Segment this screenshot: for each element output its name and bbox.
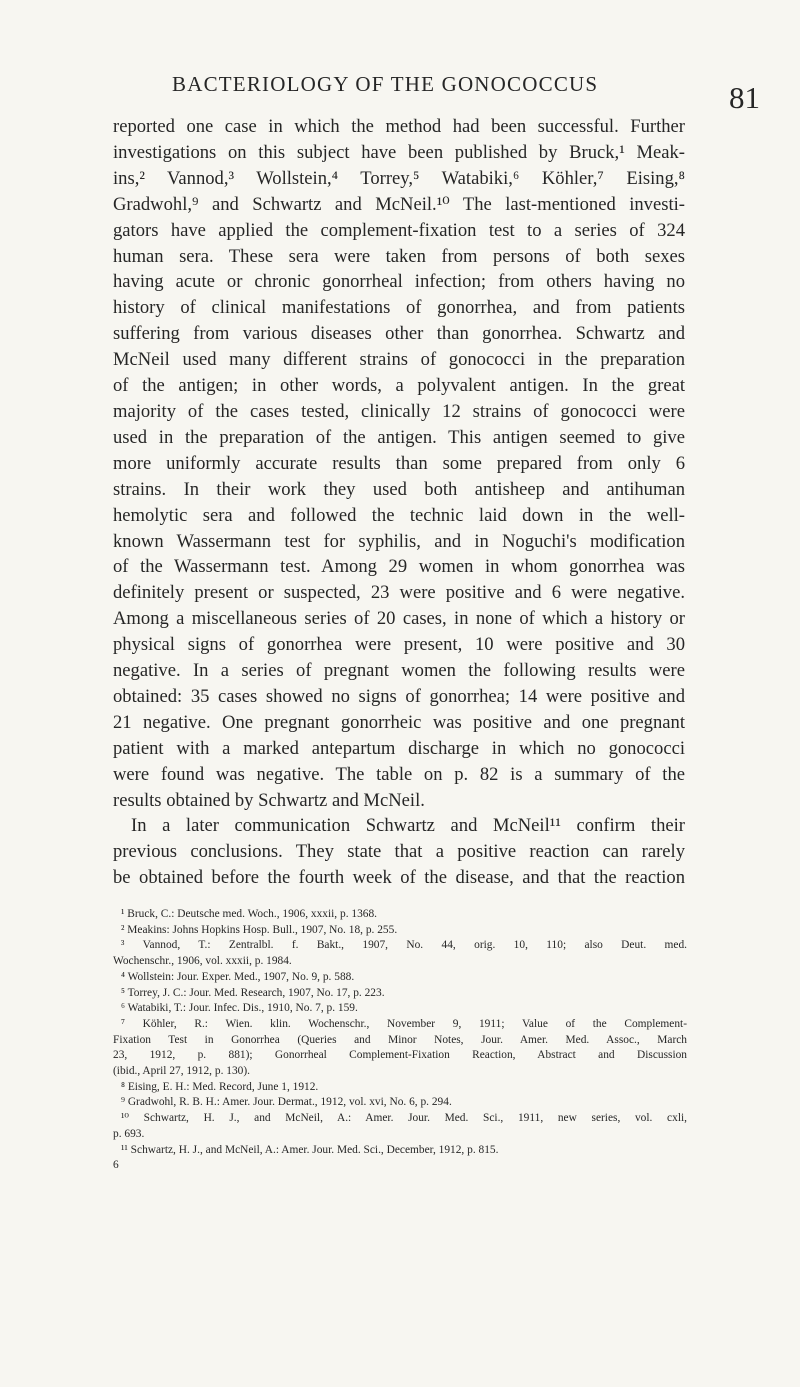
body-text [113, 114, 685, 891]
body-line: physical signs of gonorrhea were present, 10 were positive and 30 [113, 634, 685, 656]
footnote-line: 23, 1912, p. 881); Gonorrheal Complement-Fixation Reaction, Abstract and Discussion [113, 1049, 687, 1062]
footnote-line: ⁵ Torrey, J. C.: Jour. Med. Research, 1907, No. 17, p. 223. [121, 986, 385, 999]
body-line: previous conclusions. They state that a positive reaction can rarely [113, 841, 685, 863]
body-line: Among a miscellaneous series of 20 cases, in none of which a history or [113, 608, 685, 630]
footnote-line: ⁷ Köhler, R.: Wien. klin. Wochenschr., November 9, 1911; Value of the Complement- [121, 1017, 687, 1030]
footnotes [113, 907, 687, 1174]
body-line: strains. In their work they used both antisheep and antihuman [113, 478, 685, 500]
footnote-line: Fixation Test in Gonorrhea (Queries and Minor Notes, Jour. Amer. Med. Assoc., March [113, 1033, 687, 1046]
body-line: be obtained before the fourth week of the disease, and that the reaction [113, 867, 685, 889]
body-line: having acute or chronic gonorrheal infection; from others having no [113, 271, 685, 293]
body-line: patient with a marked antepartum discharge in which no gonococci [113, 737, 685, 759]
running-title: BACTERIOLOGY OF THE GONOCOCCUS [172, 72, 599, 96]
body-line: reported one case in which the method had been successful. Further [113, 116, 685, 137]
body-line: known Wassermann test for syphilis, and in Noguchi's modification [113, 530, 685, 552]
footnote-line: ¹ Bruck, C.: Deutsche med. Woch., 1906, xxxii, p. 1368. [121, 908, 378, 920]
footnote-line: ⁶ Watabiki, T.: Jour. Infec. Dis., 1910, No. 7, p. 159. [121, 1002, 358, 1015]
footnote-line: ² Meakins: Johns Hopkins Hosp. Bull., 1907, No. 18, p. 255. [121, 923, 398, 936]
body-line: negative. In a series of pregnant women the following results were [113, 660, 685, 682]
body-line: of the antigen; in other words, a polyvalent antigen. In the great [113, 375, 685, 397]
body-line: investigations on this subject have been published by Bruck,¹ Meak- [113, 141, 685, 163]
footnote-line: Wochenschr., 1906, vol. xxxii, p. 1984. [113, 955, 292, 968]
body-line: obtained: 35 cases showed no signs of gonorrhea; 14 were positive and [113, 685, 685, 707]
page-number: 81 [729, 80, 760, 115]
body-line: history of clinical manifestations of gonorrhea, and from patients [113, 297, 685, 319]
body-line: In a later communication Schwartz and McNeil¹¹ confirm their [131, 815, 685, 837]
body-line: McNeil used many different strains of gonococci in the preparation [113, 349, 685, 371]
footnote-line: ³ Vannod, T.: Zentralbl. f. Bakt., 1907, No. 44, orig. 10, 110; also Deut. med. [121, 939, 687, 952]
body-line: 21 negative. One pregnant gonorrheic was positive and one pregnant [113, 711, 685, 733]
body-line: were found was negative. The table on p. 82 is a summary of the [113, 763, 685, 785]
body-line: results obtained by Schwartz and McNeil. [113, 789, 425, 811]
body-line: definitely present or suspected, 23 were positive and 6 were negative. [113, 582, 685, 604]
body-line: more uniformly accurate results than some prepared from only 6 [113, 452, 685, 474]
body-line: ins,² Vannod,³ Wollstein,⁴ Torrey,⁵ Watabiki,⁶ Köhler,⁷ Eising,⁸ [113, 167, 685, 189]
body-line: majority of the cases tested, clinically 12 strains of gonococci were [113, 400, 685, 422]
footnote-line: 6 [113, 1159, 119, 1172]
footnote-line: ⁸ Eising, E. H.: Med. Record, June 1, 1912. [121, 1080, 319, 1093]
footnote-line: p. 693. [113, 1127, 145, 1140]
footnote-line: ¹⁰ Schwartz, H. J., and McNeil, A.: Amer. Jour. Med. Sci., 1911, new series, vol. cxli, [121, 1112, 687, 1125]
body-line: human sera. These sera were taken from persons of both sexes [113, 245, 685, 267]
body-line: hemolytic sera and followed the technic laid down in the well- [113, 504, 685, 526]
body-line: of the Wassermann test. Among 29 women in whom gonorrhea was [113, 556, 685, 578]
body-line: Gradwohl,⁹ and Schwartz and McNeil.¹⁰ The last-mentioned investi- [113, 193, 685, 215]
footnote-line: ⁴ Wollstein: Jour. Exper. Med., 1907, No. 9, p. 588. [121, 970, 355, 983]
body-line: suffering from various diseases other than gonorrhea. Schwartz and [113, 323, 685, 345]
footnote-line: (ibid., April 27, 1912, p. 130). [113, 1065, 250, 1078]
footnote-line: ⁹ Gradwohl, R. B. H.: Amer. Jour. Dermat., 1912, vol. xvi, No. 6, p. 294. [121, 1096, 452, 1109]
footnote-line: ¹¹ Schwartz, H. J., and McNeil, A.: Amer. Jour. Med. Sci., December, 1912, p. 815. [121, 1143, 499, 1156]
body-line: used in the preparation of the antigen. This antigen seemed to give [113, 426, 685, 448]
body-line: gators have applied the complement-fixation test to a series of 324 [113, 219, 685, 241]
